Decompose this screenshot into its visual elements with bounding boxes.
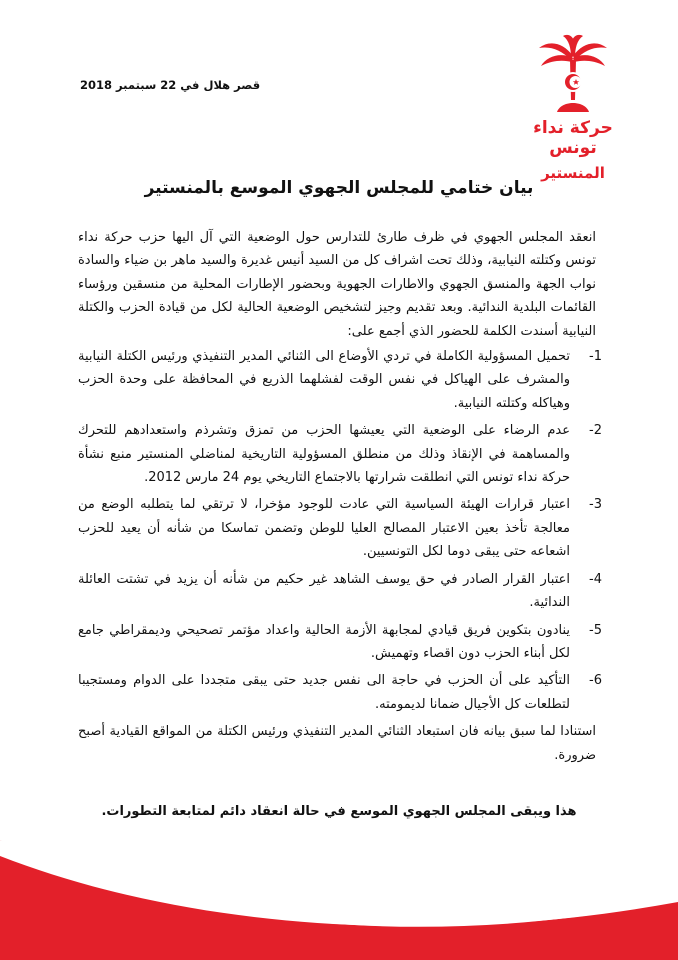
party-logo [518,34,628,182]
resolution-item [78,669,602,716]
date-line: قصر هلال في 22 سبتمبر 2018 [80,78,261,92]
item-number: 5- [589,622,602,638]
statement-body [78,226,602,767]
resolution-item [78,419,602,489]
resolution-item [78,568,602,615]
item-text: ينادون بتكوين فريق قيادي لمجابهة الأزمة الحالية واعداد مؤتمر تصحيحي وديمقراطي جامع لكل أبناء الحزب دون اقصاء وتهميش. [78,622,570,661]
item-number: 1- [589,349,602,365]
item-number: 4- [589,571,602,587]
intro-paragraph: انعقد المجلس الجهوي في ظرف طارئ للتدارس حول الوضعية التي آل اليها حزب حركة نداء تونس وكتلته النيابية، وذلك تحت اشراف كل من السيد أنيس غديرة والسيد ماهر بن ضياء والسادة نواب الجهة والمنسق الجهوي والاطارات الجهوية وبحضور الإطارات المحلية من منسقين ورؤساء القائمات البلدية الندائية. وبعد تقديم وجيز لتشخيص الوضعية الحالية لكل من قيادة الحزب والكتلة النيابية أسندت الكلمة للحضور الذي أجمع على: [78,230,596,339]
palm-tree-logo-icon [533,34,613,116]
document-title: بيان ختامي للمجلس الجهوي الموسع بالمنستير [144,178,534,198]
item-text: اعتبار القرار الصادر في حق يوسف الشاهد غير حكيم من شأنه أن يزيد في تشتت العائلة الندائية. [78,571,570,611]
conclusion-paragraph: استنادا لما سبق بيانه فان استبعاد الثنائي المدير التنفيذي ورئيس الكتلة من المواقع القيادية أصبح ضرورة. [78,724,596,763]
item-text: التأكيد على أن الحزب في حاجة الى نفس جديد حتى يبقى متجددا على الدوام ومستجيبا لتطلعات كل الأجيال ضمانا لديمومته. [78,673,570,712]
item-text: عدم الرضاء على الوضعية التي يعيشها الحزب من تمزق وتشرذم واستعدادهم للتحرك والمساهمة في الإنقاذ وذلك من منطلق المسؤولية التاريخية لمناضلي المنستير منبع نشأة حركة نداء تونس التي انطلقت شرارتها بالاجتماع التاريخي يوم 24 مارس 2012. [78,423,570,486]
closing-line: هذا ويبقى المجلس الجهوي الموسع في حالة انعقاد دائم لمتابعة التطورات. [101,804,577,819]
item-text: تحميل المسؤولية الكاملة في تردي الأوضاع الى الثنائي المدير التنفيذي ورئيس الكتلة النيابية والمشرف على الهياكل في نفس الوقت لفشلهما الذريع في المحافظة على وحدة الحزب وهياكله وكتلته النيابية. [78,349,570,411]
resolution-item [78,493,602,563]
resolution-list [78,345,602,716]
red-swoosh-decoration [0,780,678,960]
party-name: حركة نداء تونس [533,118,613,158]
resolution-item [78,619,602,666]
region-name: المنستير [541,164,605,182]
item-text: اعتبار قرارات الهيئة السياسية التي عادت للوجود مؤخرا، لا ترتقي لما يتطلبه الوضع من معالجة تأخذ بعين الاعتبار المصالح العليا للوطن وتضمن تماسكا من شأنه أن يعيد للحزب اشعاعه حتى يبقى دوما لكل التونسيين. [78,497,570,560]
item-number: 6- [589,673,602,689]
item-number: 2- [589,423,602,439]
resolution-item [78,345,602,415]
item-number: 3- [589,497,602,513]
